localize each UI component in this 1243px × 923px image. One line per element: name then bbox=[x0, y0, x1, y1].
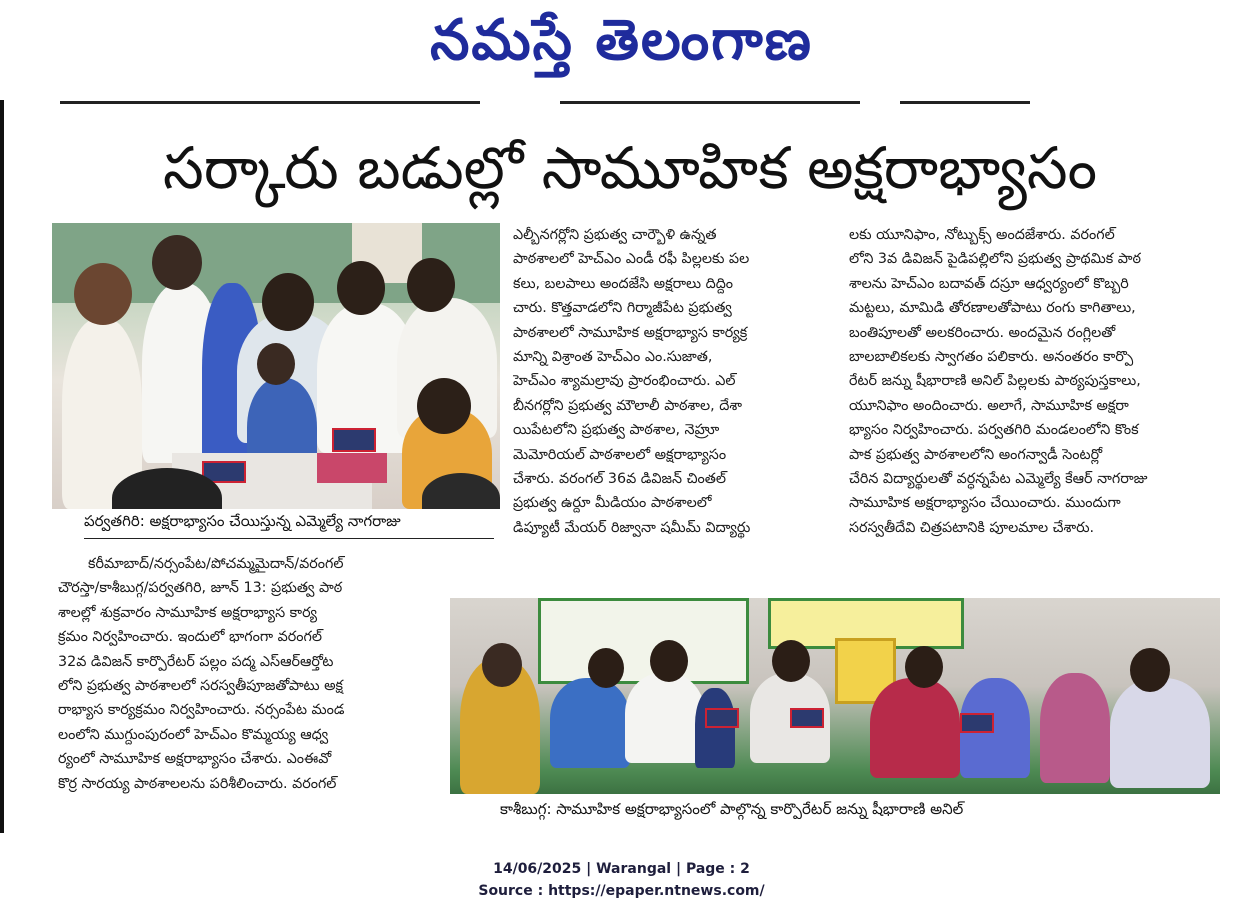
article-text-line: ఎల్బీనగర్లోని ప్రభుత్వ చార్బౌళి ఉన్నత bbox=[513, 227, 717, 243]
article-text-line: లకు యూనిఫాం, నోట్బుక్స్ అందజేశారు. వరంగల్ bbox=[849, 227, 1115, 243]
article-text-line: బీనగర్లోని ప్రభుత్వ మౌలాలీ పాఠశాల, దేశా bbox=[513, 397, 742, 414]
article-text-line: మట్టలు, మామిడి తోరణాలతోపాటు రంగు కాగితాలు, bbox=[849, 300, 1136, 317]
footer-source: Source : https://epaper.ntnews.com/ bbox=[478, 883, 765, 899]
article-text-line: యిపేటలోని ప్రభుత్వ పాఠశాల, నెహ్రూ bbox=[513, 422, 720, 439]
article-text-line: చేరిన విద్యార్థులతో వర్ధన్నపేట ఎమ్మెల్యే కేఆర్ నాగరాజు bbox=[849, 471, 1148, 488]
article-text-line: బాలబాలికలకు స్వాగతం పలికారు. అనంతరం కార్పొ bbox=[849, 349, 1134, 366]
article-text-line: ర్యంలో సామూహిక అక్షరాభ్యాసం చేశారు. ఎంఈవో bbox=[58, 751, 332, 768]
article-column-3 bbox=[849, 223, 1186, 540]
photo-kashibugga bbox=[450, 598, 1220, 794]
article-text-line: శాలల్లో శుక్రవారం సామూహిక అక్షరాభ్యాస కార్య bbox=[58, 604, 318, 621]
article-text-line: రేటర్ జన్ను షీభారాణి అనిల్ పిల్లలకు పాఠ్యపుస్తకాలు, bbox=[849, 373, 1141, 390]
article-text-line: చారు. కొత్తవాడలోని గిర్మాజీపేట ప్రభుత్వ bbox=[513, 300, 732, 317]
article-text-line: చౌరస్తా/కాశీబుగ్గ/పర్వతగిరి, జూన్ 13: ప్రభుత్వ పాఠ bbox=[58, 580, 343, 597]
article-text-line: లోని 3వ డివిజన్ పైడిపల్లిలోని ప్రభుత్వ ప్రాథమిక పాఠ bbox=[849, 251, 1142, 268]
article-text-line: రాభ్యాస కార్యక్రమం నిర్వహించారు. నర్సంపేట మండ bbox=[58, 702, 345, 719]
article-text-line: కలు, బలపాలు అందజేసి అక్షరాలు దిద్దిం bbox=[513, 275, 734, 292]
article-text-line: లంలోని ముగ్దుంపురంలో హెచ్ఎం కొమ్మయ్య ఆధ్వ bbox=[58, 726, 329, 743]
article-text-line: యూనిఫాం అందించారు. అలాగే, సామూహిక అక్షరా bbox=[849, 397, 1129, 414]
article-text-line: డిప్యూటీ మేయర్ రిజ్వానా షమీమ్ విద్యార్థు bbox=[513, 519, 751, 536]
article-text-line: శాలను హెచ్ఎం బదావత్ దస్రూ ఆధ్వర్యంలో కొబ్బరి bbox=[849, 275, 1129, 292]
article-text-line: లోని ప్రభుత్వ పాఠశాలలో సరస్వతీపూజతోపాటు అక్ష bbox=[58, 678, 343, 695]
article-text-line: కరీమాబాద్/నర్సంపేట/పోచమ్మమైదాన్/వరంగల్ bbox=[88, 556, 344, 572]
article-column-2 bbox=[513, 223, 832, 540]
article-text-line: హెచ్ఎం శ్యామల్రావు ప్రారంభించారు. ఎల్ bbox=[513, 373, 736, 390]
article-text-line: బంతిపూలతో అలకరించారు. అందమైన రంగ్లిలతో bbox=[849, 324, 1116, 341]
article-text-line: చేశారు. వరంగల్ 36వ డివిజన్ చింతల్ bbox=[513, 471, 727, 488]
headline: సర్కారు బడుల్లో సామూహిక అక్షరాభ్యాసం bbox=[162, 134, 1097, 202]
article-text-line: క్రమం నిర్వహించారు. ఇందులో భాగంగా వరంగల్ bbox=[58, 629, 322, 646]
article-text-line: సరస్వతీదేవి చిత్రపటానికి పూలమాల చేశారు. bbox=[849, 519, 1095, 536]
article-text-line: మెమోరియల్ పాఠశాలలో అక్షరాభ్యాసం bbox=[513, 446, 727, 463]
article-text-line: భ్యాసం నిర్వహించారు. పర్వతగిరి మండలంలోని కొంక bbox=[849, 422, 1139, 439]
left-border bbox=[0, 100, 4, 833]
article-text-line: పాఠశాలలో హెచ్ఎం ఎండీ రఫీ పిల్లలకు పల bbox=[513, 251, 750, 268]
article-text-line: సామూహిక అక్షరాభ్యాసం చేయించారు. ముందుగా bbox=[849, 495, 1121, 512]
page-footer bbox=[0, 858, 1243, 902]
article-text-line: కొర్ర సారయ్య పాఠశాలలను పరిశీలించారు. వరంగల్ bbox=[58, 775, 337, 792]
masthead-title: నమస్తే తెలంగాణ bbox=[430, 8, 813, 73]
photo1-caption: పర్వతగిరి: అక్షరాభ్యాసం చేయిస్తున్న ఎమ్మెల్యే నాగరాజు bbox=[84, 512, 494, 539]
article-text-line: పాఠశాలలో సామూహిక అక్షరాభ్యాస కార్యక్ర bbox=[513, 324, 748, 341]
article-text-line: 32వ డివిజన్ కార్పొరేటర్ పల్లం పద్మ ఎస్ఆర్ఆర్తోట bbox=[58, 653, 334, 670]
top-rule bbox=[0, 101, 1243, 103]
article-text-line: పాక ప్రభుత్వ పాఠశాలలోని అంగన్వాడీ సెంటర్లో bbox=[849, 446, 1103, 463]
masthead bbox=[0, 0, 1243, 90]
photo-parvathagiri bbox=[52, 223, 500, 509]
article-text-line: మాన్ని విశ్రాంత హెచ్ఎం ఎం.సుజాత, bbox=[513, 349, 713, 366]
article-text-line: ప్రభుత్వ ఉర్దూ మీడియం పాఠశాలలో bbox=[513, 495, 712, 512]
footer-dateline: 14/06/2025 | Warangal | Page : 2 bbox=[493, 861, 750, 877]
photo2-caption: కాశీబుగ్గ: సామూహిక అక్షరాభ్యాసంలో పాల్గొన్న కార్పొరేటర్ జన్ను షీభారాణి అనిల్ bbox=[500, 800, 964, 818]
article-column-1 bbox=[58, 552, 426, 796]
